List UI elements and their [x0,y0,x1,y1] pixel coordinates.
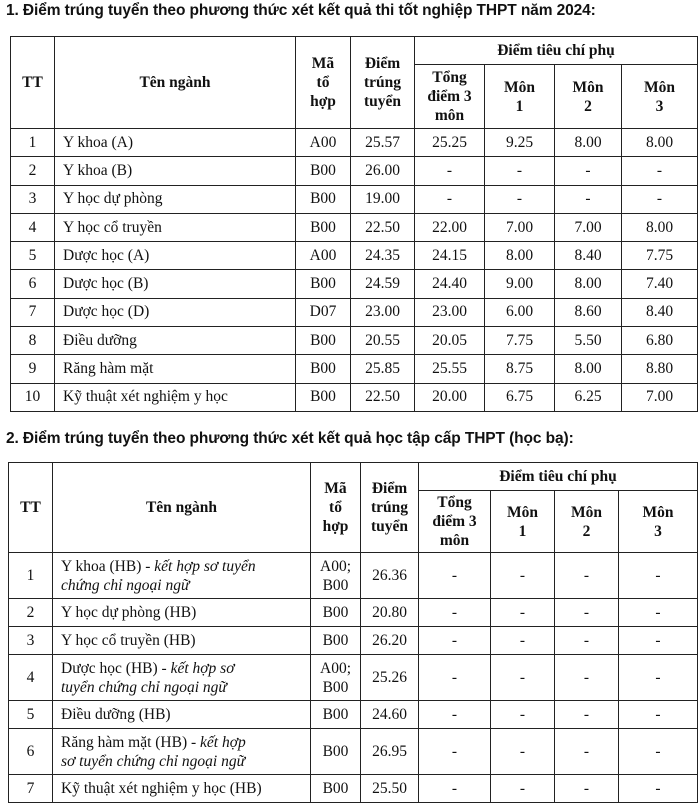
row-major-name: Dược học (B) [55,270,296,298]
row-combo-code [311,655,361,701]
row-subject-2: - [555,701,619,729]
row-combo-code: B00 [296,157,351,185]
header-subject-2: Môn 2 [555,491,619,553]
major-name-segment: sơ tuyển chứng chỉ ngoại ngữ [61,752,246,770]
header-secondary-criteria: Điểm tiêu chí phụ [415,37,698,65]
row-subject-2: 6.25 [555,383,622,411]
major-name-segment: kết hợp sơ [170,659,235,677]
row-tt: 1 [9,553,53,599]
table-row [11,157,698,185]
row-subject-2: 8.00 [555,270,622,298]
table-row [9,599,698,627]
combo-code-line: B00 [322,743,349,760]
row-subject-2: 8.00 [555,355,622,383]
major-name-segment: Y khoa (HB) - [61,557,155,575]
row-major-name: Y khoa (A) [55,129,296,157]
row-subject-2: 5.50 [555,327,622,355]
header-admission-score: Điểm trúng tuyển [361,463,419,553]
admission-table-thpt [10,36,698,412]
row-subject-3: 8.40 [622,298,698,326]
row-subject-2: - [555,553,619,599]
row-total-3-subjects: 25.55 [415,355,485,383]
row-subject-1: 6.00 [485,298,555,326]
major-name-segment: Dược học (HB) - [61,659,171,677]
row-major-name: Điều dưỡng [55,327,296,355]
header-tt: TT [9,463,53,553]
row-subject-1: 8.75 [485,355,555,383]
section-1-title: 1. Điểm trúng tuyển theo phương thức xét kết quả thi tốt nghiệp THPT năm 2024: [6,2,596,19]
table-row [11,242,698,270]
header-total-3-subjects: Tổng điểm 3 môn [415,65,485,129]
row-total-3-subjects: - [415,185,485,213]
major-name-segment: kết hợp [200,733,246,751]
row-combo-code [311,627,361,655]
row-subject-1: 9.25 [485,129,555,157]
row-combo-code: A00 [296,129,351,157]
table-row [11,185,698,213]
row-subject-2: - [555,185,622,213]
row-total-3-subjects: 23.00 [415,298,485,326]
row-tt: 3 [11,185,55,213]
section-2-title: 2. Điểm trúng tuyển theo phương thức xét kết quả học tập cấp THPT (học bạ): [6,430,574,447]
combo-code-line: B00 [322,780,349,797]
header-subject-1: Môn 1 [491,491,555,553]
row-major-name [53,599,311,627]
row-subject-2: - [555,627,619,655]
row-subject-3: 7.40 [622,270,698,298]
row-subject-2: - [555,729,619,775]
row-subject-1: 6.75 [485,383,555,411]
row-major-name [53,701,311,729]
combo-code-line: B00 [322,678,349,696]
row-subject-3: 8.00 [622,129,698,157]
row-tt: 5 [9,701,53,729]
row-subject-1: - [485,157,555,185]
row-subject-1: 7.00 [485,213,555,241]
row-combo-code [311,553,361,599]
major-name-segment: chứng chỉ ngoại ngữ [61,576,190,594]
row-combo-code: B00 [296,213,351,241]
header-subject-1: Môn 1 [485,65,555,129]
combo-code-line: A00; [320,557,351,575]
row-total-3-subjects: 24.15 [415,242,485,270]
table-row [9,701,698,729]
table-row [11,327,698,355]
row-tt: 9 [11,355,55,383]
row-subject-2: 8.00 [555,129,622,157]
row-tt: 3 [9,627,53,655]
row-subject-2: 8.60 [555,298,622,326]
row-major-name [53,655,311,701]
row-total-3-subjects: - [419,775,491,803]
row-admission-score: 23.00 [351,298,415,326]
row-tt: 1 [11,129,55,157]
row-admission-score: 26.36 [361,553,419,599]
row-combo-code: B00 [296,185,351,213]
table-row [11,129,698,157]
row-subject-2: - [555,157,622,185]
major-name-segment: Kỹ thuật xét nghiệm y học (HB) [61,779,262,797]
header-secondary-criteria: Điểm tiêu chí phụ [419,463,698,491]
row-tt: 4 [11,213,55,241]
row-subject-3: 8.80 [622,355,698,383]
header-combo-code: Mã tổ hợp [296,37,351,129]
combo-code-line: A00; [320,659,351,677]
row-tt: 4 [9,655,53,701]
row-subject-1: - [491,775,555,803]
row-admission-score: 22.50 [351,213,415,241]
row-subject-2: 7.00 [555,213,622,241]
row-subject-1: - [491,701,555,729]
row-major-name [53,553,311,599]
table-row [9,655,698,701]
row-subject-1: - [491,729,555,775]
row-subject-1: 9.00 [485,270,555,298]
row-combo-code [311,701,361,729]
header-subject-2: Môn 2 [555,65,622,129]
row-tt: 2 [11,157,55,185]
row-subject-3: - [622,157,698,185]
row-total-3-subjects: - [419,701,491,729]
row-total-3-subjects: - [419,627,491,655]
row-major-name [53,627,311,655]
row-admission-score: 24.35 [351,242,415,270]
admission-table-transcript [8,462,698,803]
row-subject-1: - [491,553,555,599]
table-row [9,627,698,655]
row-subject-1: - [491,627,555,655]
row-admission-score: 19.00 [351,185,415,213]
row-subject-3: 8.00 [622,213,698,241]
row-tt: 7 [9,775,53,803]
row-combo-code: A00 [296,242,351,270]
row-subject-3: - [619,627,698,655]
row-subject-2: - [555,775,619,803]
row-total-3-subjects: 20.05 [415,327,485,355]
row-subject-3: - [619,599,698,627]
row-subject-2: - [555,655,619,701]
row-combo-code [311,775,361,803]
table-row [9,775,698,803]
row-admission-score: 26.20 [361,627,419,655]
table-row [11,355,698,383]
header-tt: TT [11,37,55,129]
row-admission-score: 24.59 [351,270,415,298]
row-admission-score: 20.55 [351,327,415,355]
row-combo-code: D07 [296,298,351,326]
row-combo-code: B00 [296,270,351,298]
row-subject-3: - [622,185,698,213]
row-major-name: Kỹ thuật xét nghiệm y học [55,383,296,411]
row-combo-code: B00 [296,383,351,411]
table-row [9,729,698,775]
row-subject-3: 6.80 [622,327,698,355]
table-row [11,213,698,241]
row-total-3-subjects: - [415,157,485,185]
row-total-3-subjects: - [419,729,491,775]
major-name-segment: tuyển chứng chỉ ngoại ngữ [61,678,227,696]
row-subject-1: - [491,655,555,701]
row-admission-score: 25.85 [351,355,415,383]
header-admission-score: Điểm trúng tuyển [351,37,415,129]
table-row [11,270,698,298]
combo-code-line: B00 [322,604,349,621]
row-total-3-subjects: - [419,553,491,599]
row-tt: 8 [11,327,55,355]
row-subject-1: 7.75 [485,327,555,355]
row-subject-1: - [485,185,555,213]
combo-code-line: B00 [322,632,349,649]
table-row [9,553,698,599]
row-subject-2: 8.40 [555,242,622,270]
table-row [11,383,698,411]
row-subject-3: - [619,553,698,599]
header-major-name: Tên ngành [55,37,296,129]
row-total-3-subjects: - [419,599,491,627]
row-admission-score: 20.80 [361,599,419,627]
header-subject-3: Môn 3 [622,65,698,129]
row-major-name: Răng hàm mặt [55,355,296,383]
row-tt: 7 [11,298,55,326]
row-subject-3: 7.75 [622,242,698,270]
row-combo-code: B00 [296,327,351,355]
table-row [11,298,698,326]
row-major-name: Y học cổ truyền [55,213,296,241]
row-combo-code [311,729,361,775]
major-name-segment: Răng hàm mặt (HB) - [61,733,201,751]
row-admission-score: 25.50 [361,775,419,803]
row-subject-2: - [555,599,619,627]
row-major-name: Dược học (D) [55,298,296,326]
header-combo-code: Mã tổ hợp [311,463,361,553]
row-admission-score: 22.50 [351,383,415,411]
row-admission-score: 25.57 [351,129,415,157]
row-total-3-subjects: 20.00 [415,383,485,411]
combo-code-line: B00 [322,576,349,594]
row-major-name [53,729,311,775]
row-major-name: Y khoa (B) [55,157,296,185]
row-tt: 6 [11,270,55,298]
row-subject-1: - [491,599,555,627]
header-total-3-subjects: Tổng điểm 3 môn [419,491,491,553]
row-tt: 6 [9,729,53,775]
header-major-name: Tên ngành [53,463,311,553]
row-subject-3: - [619,775,698,803]
row-major-name: Dược học (A) [55,242,296,270]
row-subject-3: - [619,701,698,729]
row-subject-3: - [619,655,698,701]
row-combo-code: B00 [296,355,351,383]
row-admission-score: 26.95 [361,729,419,775]
major-name-segment: Y học cổ truyền (HB) [61,631,196,649]
row-subject-1: 8.00 [485,242,555,270]
row-major-name [53,775,311,803]
row-total-3-subjects: 25.25 [415,129,485,157]
row-total-3-subjects: 24.40 [415,270,485,298]
row-total-3-subjects: - [419,655,491,701]
row-subject-3: - [619,729,698,775]
major-name-segment: Điều dưỡng (HB) [61,705,171,723]
row-admission-score: 24.60 [361,701,419,729]
row-combo-code [311,599,361,627]
major-name-segment: kết hợp sơ tuyển [154,557,256,575]
row-total-3-subjects: 22.00 [415,213,485,241]
row-tt: 2 [9,599,53,627]
header-subject-3: Môn 3 [619,491,698,553]
row-subject-3: 7.00 [622,383,698,411]
row-major-name: Y học dự phòng [55,185,296,213]
combo-code-line: B00 [322,706,349,723]
row-admission-score: 26.00 [351,157,415,185]
major-name-segment: Y học dự phòng (HB) [61,603,197,621]
row-tt: 5 [11,242,55,270]
row-tt: 10 [11,383,55,411]
row-admission-score: 25.26 [361,655,419,701]
